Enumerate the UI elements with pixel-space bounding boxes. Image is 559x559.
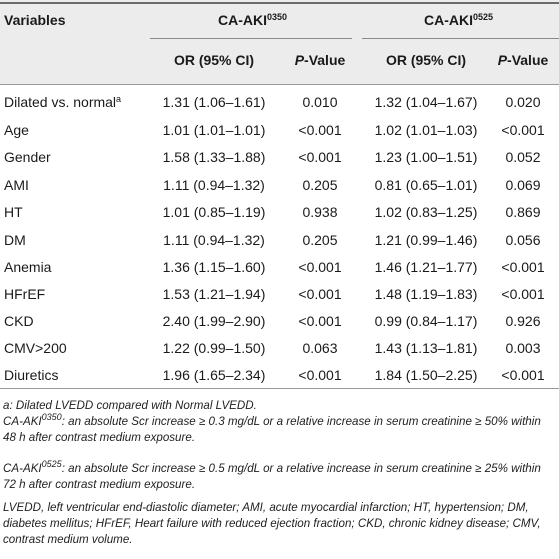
footnote-cutoff-0350 (3, 414, 556, 446)
row-p-1: <0.001 (298, 286, 342, 302)
row-or-1: 1.22 (0.99–1.50) (162, 340, 266, 356)
row-p-1: <0.001 (298, 149, 342, 165)
footnote-cutoff-0525 (3, 461, 556, 493)
group1-header-sup: 0350 (266, 12, 288, 22)
row-variable-sup: a (116, 94, 122, 104)
group1-header (150, 12, 355, 28)
row-variable: CMV>200 (4, 340, 67, 356)
row-p-1: 0.205 (302, 177, 338, 193)
row-or-1: 1.58 (1.33–1.88) (162, 149, 266, 165)
group2-header (360, 12, 557, 28)
row-or-2: 1.48 (1.19–1.83) (374, 286, 478, 302)
row-p-1: 0.938 (302, 204, 338, 220)
footnote-abbreviations: LVEDD, left ventricular end-diastolic diameter; AMI, acute myocardial infarction; HT, hypertension; DM, diabetes mellitus; HFrEF, Heart failure with reduced ejection fraction; CKD, chronic kidney disease; CMV, contrast medium volume. (3, 501, 541, 546)
row-p-2: 0.069 (505, 177, 541, 193)
row-variable-text: Dilated vs. normal (4, 94, 117, 110)
row-variable: DM (4, 232, 26, 248)
row-or-2: 1.84 (1.50–2.25) (374, 367, 478, 383)
row-p-2: <0.001 (501, 367, 545, 383)
footnote-a: a: Dilated LVEDD compared with Normal LVEDD. (3, 399, 257, 412)
row-or-2: 1.21 (0.99–1.46) (374, 232, 478, 248)
row-or-2: 1.02 (0.83–1.25) (374, 204, 478, 220)
row-p-1: 0.010 (302, 94, 338, 110)
pvalue-header-1-p: P (294, 52, 305, 68)
group2-header-sup: 0525 (472, 12, 494, 22)
footnote-b-text: : an absolute Scr increase ≥ 0.3 mg/dL or a relative increase in serum creatinine ≥ 50% within 48 h after contrast medium exposure. (3, 415, 541, 444)
row-variable: HFrEF (4, 286, 46, 302)
row-variable: CKD (4, 313, 34, 329)
row-or-1: 1.96 (1.65–2.34) (162, 367, 266, 383)
row-or-2: 1.43 (1.13–1.81) (374, 340, 478, 356)
row-p-2: 0.052 (505, 149, 541, 165)
pvalue-header-1-rest: -Value (304, 52, 346, 68)
footnote-c-text: : an absolute Scr increase ≥ 0.5 mg/dL or a relative increase in serum creatinine ≥ 25% within 72 h after contrast medium exposure. (3, 462, 541, 491)
pvalue-header-2-p: P (497, 52, 508, 68)
row-or-2: 0.81 (0.65–1.01) (374, 177, 478, 193)
row-or-2: 1.23 (1.00–1.51) (374, 149, 478, 165)
row-p-2: <0.001 (501, 259, 545, 275)
row-or-1: 2.40 (1.99–2.90) (162, 313, 266, 329)
row-or-1: 1.31 (1.06–1.61) (162, 94, 266, 110)
row-or-1: 1.11 (0.94–1.32) (163, 232, 265, 248)
row-p-2: 0.003 (505, 340, 541, 356)
row-or-1: 1.11 (0.94–1.32) (163, 177, 265, 193)
group2-underline (362, 38, 559, 39)
pvalue-header-1 (280, 52, 360, 68)
footnote-b-prefix: CA-AKI (3, 415, 42, 428)
footnote-c-sup: 0525 (41, 459, 62, 469)
row-variable: Gender (4, 149, 51, 165)
row-variable: AMI (4, 177, 29, 193)
row-p-1: <0.001 (298, 313, 342, 329)
footnote-b-sup: 0350 (41, 412, 62, 422)
row-p-2: 0.020 (505, 94, 541, 110)
row-p-1: 0.063 (302, 340, 338, 356)
row-p-2: 0.056 (505, 232, 541, 248)
row-p-2: <0.001 (501, 286, 545, 302)
row-p-1: <0.001 (298, 122, 342, 138)
or-header-2: OR (95% CI) (385, 52, 467, 68)
row-p-2: 0.926 (505, 313, 541, 329)
row-p-1: <0.001 (298, 259, 342, 275)
row-p-1: <0.001 (298, 367, 342, 383)
header-bottom-rule (0, 84, 559, 85)
row-variable: Diuretics (4, 367, 59, 383)
row-variable: Anemia (4, 259, 52, 275)
table-top-rule (0, 2, 559, 4)
row-p-2: 0.869 (505, 204, 541, 220)
row-or-2: 1.46 (1.21–1.77) (374, 259, 478, 275)
row-p-2: <0.001 (501, 122, 545, 138)
row-or-1: 1.01 (0.85–1.19) (162, 204, 266, 220)
pvalue-header-2-rest: -Value (507, 52, 549, 68)
table-bottom-rule (0, 388, 559, 389)
row-or-2: 1.32 (1.04–1.67) (374, 94, 478, 110)
row-or-2: 1.02 (1.01–1.03) (374, 122, 478, 138)
variables-header: Variables (4, 12, 66, 28)
row-p-1: 0.205 (302, 232, 338, 248)
group2-header-text: CA-AKI (423, 12, 473, 28)
row-variable: Age (4, 122, 29, 138)
row-or-2: 0.99 (0.84–1.17) (374, 313, 478, 329)
row-or-1: 1.01 (1.01–1.01) (162, 122, 266, 138)
group1-underline (150, 38, 352, 39)
footnote-c-prefix: CA-AKI (3, 462, 42, 475)
group1-header-text: CA-AKI (217, 12, 267, 28)
row-variable: HT (4, 204, 23, 220)
or-header-1: OR (95% CI) (173, 52, 255, 68)
row-or-1: 1.36 (1.15–1.60) (162, 259, 266, 275)
row-variable (4, 94, 121, 110)
pvalue-header-2 (487, 52, 559, 68)
row-or-1: 1.53 (1.21–1.94) (162, 286, 266, 302)
